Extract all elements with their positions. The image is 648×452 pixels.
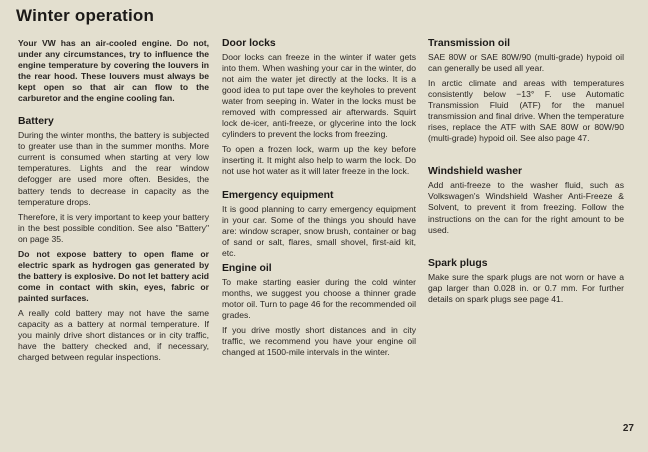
column-middle [222, 38, 416, 362]
battery-paragraph-1: During the winter months, the battery is subjected to greater use than in the summer months. More current is consumed when starting at very low temperatures. Lights and the rear window defogger are used more often. Besides, the battery tends to decrease in capacity as the temperature drops. [18, 130, 209, 207]
door-locks-paragraph-2: To open a frozen lock, warm up the key before inserting it. It might also help to warm the lock. Do not use hot water as it will later freeze in the lock. [222, 144, 416, 177]
windshield-washer-paragraph: Add anti-freeze to the washer fluid, such as Volkswagen's Windshield Washer Anti-Freeze & Solvent, to prevent it from freezing. Follow the instructions on the can for the right amount to be used. [428, 180, 624, 235]
battery-paragraph-2: Therefore, it is very important to keep your battery in the best possible condition. See also "Battery" on page 35. [18, 211, 209, 244]
battery-heading: Battery [18, 116, 54, 128]
windshield-washer-heading: Windshield washer [428, 166, 523, 178]
door-locks-heading: Door locks [222, 38, 276, 49]
door-locks-paragraph-1: Door locks can freeze in the winter if water gets into them. When washing your car in the winter, do not aim the water jet directly at the locks. It is a good idea to put tape over the keyholes to prevent water from seeping in. Water in the locks must be removed with compressed air afterwards. Squirt lock de-icer, anti-freeze, or glycerine into the lock cylinders to prevent the locks from freezing. [222, 52, 416, 140]
spark-plugs-paragraph: Make sure the spark plugs are not worn or have a gap larger than 0.028 in. or 0.7 mm. For further details on spark plugs see page 41. [428, 271, 624, 304]
transmission-oil-heading: Transmission oil [428, 38, 510, 49]
engine-oil-paragraph-1: To make starting easier during the cold winter months, we suggest you choose a thinner grade motor oil. Turn to page 46 for the recommended oil grades. [222, 276, 416, 320]
engine-oil-heading: Engine oil [222, 262, 272, 274]
transmission-oil-paragraph-1: SAE 80W or SAE 80W/90 (multi-grade) hypoid oil can generally be used all year. [428, 52, 624, 74]
battery-paragraph-3: A really cold battery may not have the same capacity as a battery at normal temperature. If you mainly drive short distances or in city traffic, have the battery checked and, if necessary, charged between regular inspections. [18, 307, 209, 363]
page-number: 27 [622, 423, 634, 434]
page-title: Winter operation [16, 6, 155, 25]
column-left [18, 38, 209, 367]
emergency-heading: Emergency equipment [222, 189, 334, 201]
transmission-oil-paragraph-2: In arctic climate and areas with temperatures consistently below −13° F. use Automatic Transmission Fluid (ATF) for the manuel transmission and final drive. When the temperature rises, replace the ATF with SAE 80W or 80W/90 (multi-grade) hypoid oil. See also page 47. [428, 78, 624, 144]
spark-plugs-heading: Spark plugs [428, 257, 488, 269]
engine-oil-paragraph-2: If you drive mostly short distances and in city traffic, we recommend you have your engine oil changed at 1500-mile intervals in the winter. [222, 324, 416, 358]
column-right [428, 38, 624, 309]
intro-paragraph: Your VW has an air-cooled engine. Do not, under any circumstances, try to influence the engine temperature by covering the louvers in the rear hood. These louvers must always be kept open so that air can flow to the carburetor and the engine cooling fan. [18, 38, 209, 104]
battery-warning: Do not expose battery to open flame or electric spark as hydrogen gas generated by the battery is explosive. Do not let battery acid come in contact with skin, eyes, fabric or painted surfaces. [18, 248, 209, 303]
emergency-paragraph: It is good planning to carry emergency equipment in your car. Some of the things you should have are: window scraper, snow brush, container or bag of sand or salt, flares, small shovel, first-aid kit, etc. [222, 203, 416, 258]
